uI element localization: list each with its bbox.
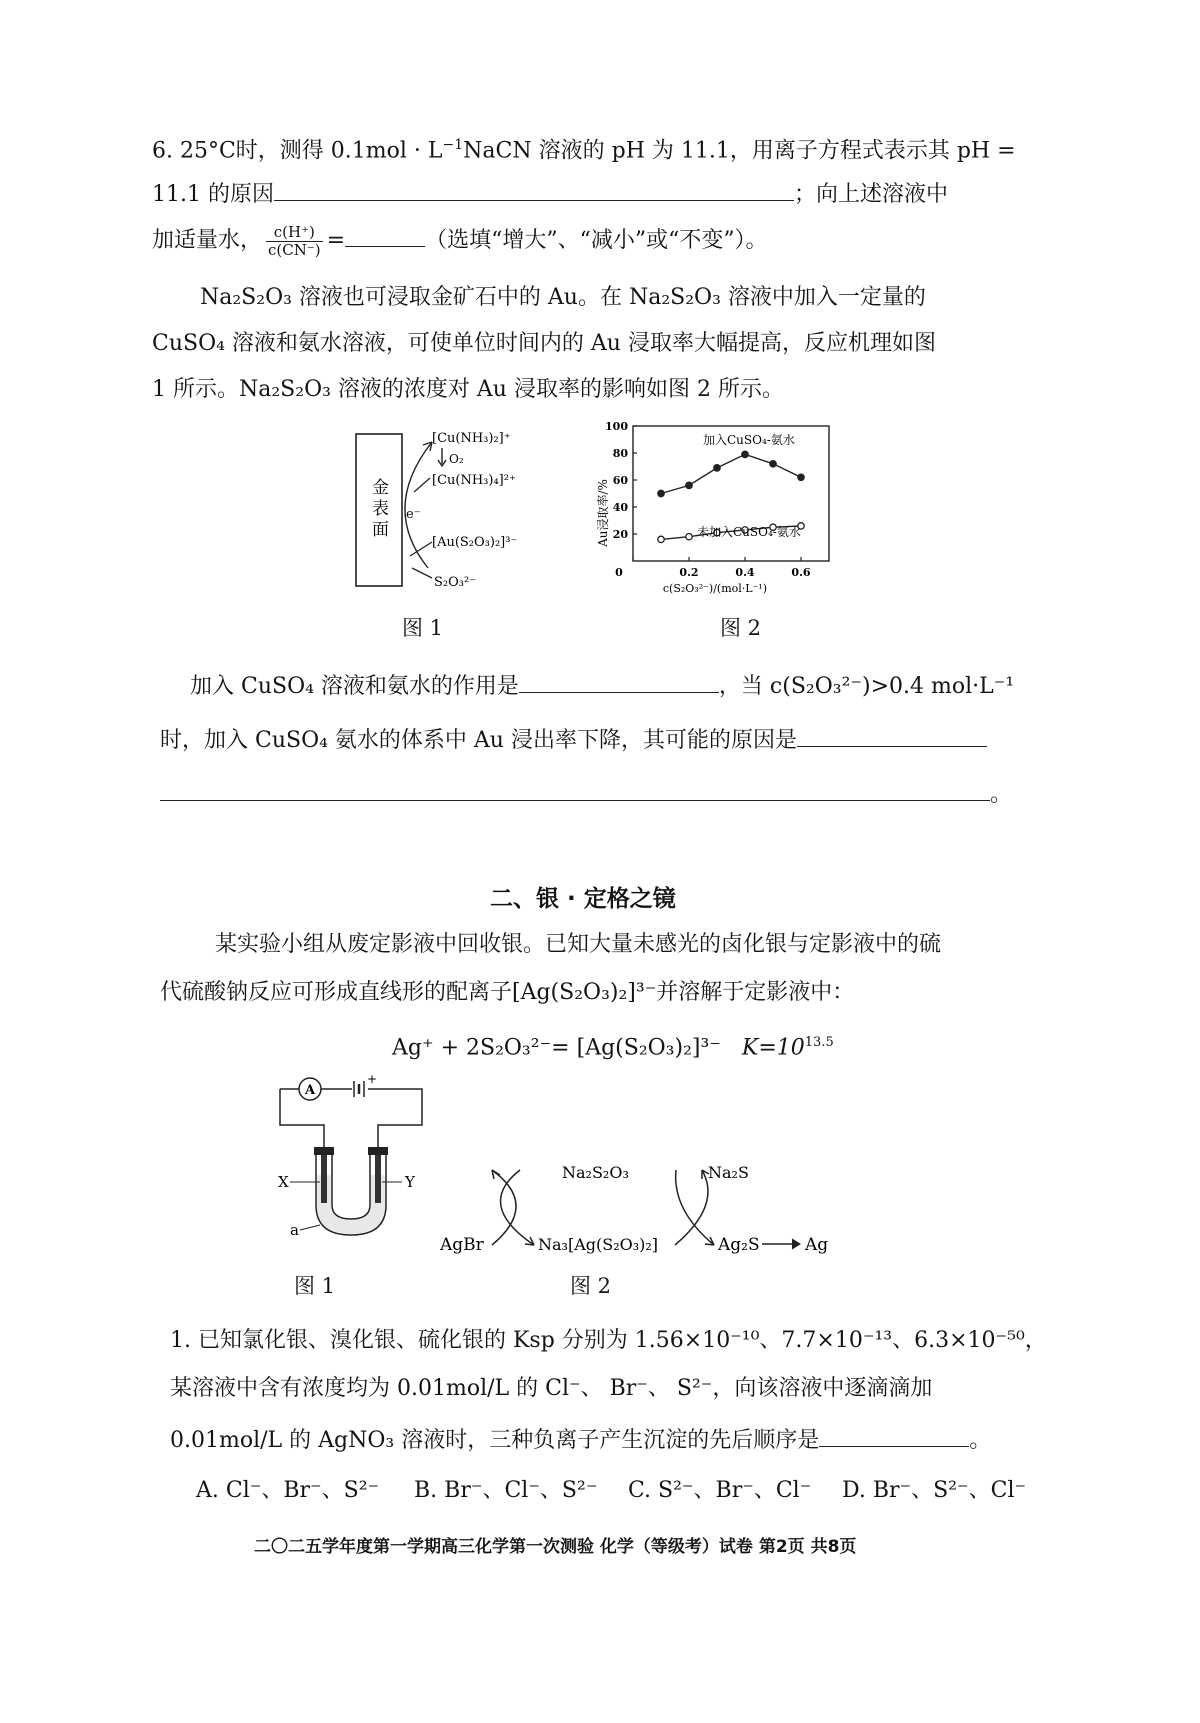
fraction-numerator: c(H⁺) [266,224,323,242]
section2-para-line-1: 某实验小组从废定影液中回收银。已知大量未感光的卤化银与定影液中的硫 [215,932,942,957]
electrode-x [321,1155,327,1203]
q1-option-b[interactable]: B. Br⁻、Cl⁻、S²⁻ [414,1478,598,1503]
ratio-fraction [266,224,323,259]
s2o3-arrow [412,568,432,578]
figure-1-mechanism [340,418,580,598]
q1-option-d[interactable]: D. Br⁻、S²⁻、Cl⁻ [842,1478,1027,1503]
electron-flow-arrow [405,442,432,568]
equilibrium-constant: K=10 [741,1035,805,1061]
x-tick-label-3: 0.6 [791,566,811,579]
q6-text-2b: ；向上述溶液中 [793,182,948,207]
species-ag2s: Ag₂S [718,1235,760,1255]
y-axis-label: Au浸取率/% [596,479,610,547]
cuso4-question-line-2 [160,722,987,756]
arrowhead-left-1 [492,1170,500,1179]
surface-char-1: 金 [372,478,389,498]
q6-answer-blank-1[interactable] [274,176,794,201]
species-au-s2o3: [Au(S₂O₃)₂]³⁻ [432,535,518,550]
series-0-point-5 [798,474,804,480]
electrode-x-label: X [278,1173,289,1191]
o2-label: O₂ [449,452,464,466]
cuso4-answer-blank-3[interactable] [160,776,990,801]
q1-answer-blank[interactable] [819,1422,969,1447]
ammeter-label: A [305,1083,316,1098]
reagent-na2s: Na₂S [708,1163,749,1182]
species-agbr: AgBr [440,1235,484,1255]
electron-label: e⁻ [406,507,421,522]
surface-char-3: 面 [372,520,389,540]
x-axis-label: c(S₂O₃²⁻)/(mol·L⁻¹) [662,582,768,595]
series-0-point-1 [686,482,692,488]
q1-option-c[interactable]: C. S²⁻、Br⁻、Cl⁻ [628,1478,812,1503]
y-tick-label-3: 80 [612,447,628,460]
q6-equals: = [326,228,346,253]
electrolysis-figure-caption: 图 1 [294,1274,336,1298]
species-cu-nh3-2: [Cu(NH₃)₂]⁺ [432,431,511,446]
q6-answer-blank-2[interactable] [345,222,425,247]
species-ag: Ag [805,1235,829,1255]
cuso4-question-line-1 [190,668,1014,702]
cuso4-answer-blank-2[interactable] [797,722,987,747]
q6-line-2 [152,176,948,210]
series-label-1: 未加入CuSO₄-氨水 [697,525,801,539]
cuso4-answer-blank-1[interactable] [519,668,719,693]
q1-period: 。 [969,1428,992,1453]
silver-recovery-flow-figure [440,1150,840,1260]
q6-text-1b: NaCN 溶液的 pH 为 11.1，用离子方程式表示其 pH = [463,138,1016,164]
q6-text-3a: 加适量水， [152,228,263,253]
cuso4-question-line-3 [160,776,1012,810]
species-complex: Na₃[Ag(S₂O₃)₂] [538,1235,659,1254]
q6-line-1 [152,130,1016,166]
figure-1-caption: 图 1 [402,616,444,640]
left-stopper [314,1147,334,1155]
q1-line-1: 1. 已知氯化银、溴化银、硫化银的 Ksp 分别为 1.56×10⁻¹⁰、7.7×10⁻¹³、6.3×10⁻⁵⁰， [170,1328,1047,1353]
cuso4-period: 。 [990,782,1013,807]
x-tick-label-0: 0 [615,566,623,579]
series-0-point-4 [770,461,776,467]
q6-text-1a: 6. 25°C时，测得 0.1mol · L [152,138,443,164]
figure-2-chart [585,418,845,598]
series-1-point-0 [658,536,664,542]
cuso4-text-2a: 时，加入 CuSO₄ 氨水的体系中 Au 浸出率下降，其可能的原因是 [160,728,797,753]
a-pointer [300,1225,320,1230]
cu-arrow [414,478,430,492]
series-0-point-0 [658,490,664,496]
electrode-y [375,1155,381,1203]
constant-exponent: 13.5 [804,1035,834,1050]
series-line-0 [661,454,801,493]
electrode-y-label: Y [405,1173,415,1191]
x-tick-label-1: 0.2 [679,566,699,579]
y-tick-label-2: 60 [612,474,628,487]
q6-text-3c: （选填“增大”、“减小”或“不变”）。 [425,228,768,253]
surface-char-2: 表 [372,499,389,519]
species-s2o3: S₂O₃²⁻ [434,575,477,590]
section-2-title: 二、银 · 定格之镜 [490,886,676,912]
circuit-wires [280,1089,422,1153]
q6-line-3 [152,222,768,259]
q1-line-2: 某溶液中含有浓度均为 0.01mol/L 的 Cl⁻、 Br⁻、 S²⁻，向该溶液中逐滴滴加 [170,1376,933,1401]
series-0-point-3 [742,451,748,457]
arc-left-1 [492,1170,516,1245]
series-label-0: 加入CuSO₄-氨水 [703,433,795,447]
series-1-point-1 [686,534,692,540]
species-cu-nh3-4: [Cu(NH₃)₄]²⁺ [432,473,516,488]
section2-para-line-2: 代硫酸钠反应可形成直线形的配离子[Ag(S₂O₃)₂]³⁻并溶解于定影液中： [160,980,855,1005]
page-footer: 二〇二五学年度第一学期高三化学第一次测验 化学（等级考）试卷 第2页 共8页 [254,1537,857,1557]
equilibrium-equation [392,1028,834,1063]
figure-2-caption: 图 2 [720,616,762,640]
y-tick-label-1: 40 [612,501,628,514]
electrolyte-solution [317,1175,385,1234]
flow-figure-caption: 图 2 [570,1274,612,1298]
plus-sign: + [367,1075,378,1086]
series-0-point-2 [714,465,720,471]
equation-text: Ag⁺ + 2S₂O₃²⁻= [Ag(S₂O₃)₂]³⁻ [392,1035,721,1061]
arc-right-1 [675,1170,708,1245]
right-stopper [368,1147,388,1155]
reagent-na2s2o3: Na₂S₂O₃ [562,1163,629,1182]
solution-a-label: a [290,1221,299,1239]
q1-line-3 [170,1422,991,1456]
cuso4-text-1a: 加入 CuSO₄ 溶液和氨水的作用是 [190,674,519,699]
para1-line-2: CuSO₄ 溶液和氨水溶液，可使单位时间内的 Au 浸取率大幅提高，反应机理如图 [152,331,936,356]
y-tick-label-4: 100 [605,420,628,433]
y-tick-label-0: 20 [612,528,628,541]
q1-text-3: 0.01mol/L 的 AgNO₃ 溶液时，三种负离子产生沉淀的先后顺序是 [170,1428,820,1453]
q6-text-2a: 11.1 的原因 [152,182,274,207]
x-tick-label-2: 0.4 [735,566,755,579]
electrolysis-apparatus-figure [270,1075,440,1245]
arrowhead-to-ag [792,1239,800,1249]
cuso4-text-1b: ，当 c(S₂O₃²⁻)>0.4 mol·L⁻¹ [718,674,1015,699]
fraction-denominator: c(CN⁻) [268,240,321,259]
para1-line-1: Na₂S₂O₃ 溶液也可浸取金矿石中的 Au。在 Na₂S₂O₃ 溶液中加入一定量的 [200,285,926,310]
q6-sup: −1 [442,137,464,153]
para1-line-3: 1 所示。Na₂S₂O₃ 溶液的浓度对 Au 浸取率的影响如图 2 所示。 [152,377,784,402]
q1-option-a[interactable]: A. Cl⁻、Br⁻、S²⁻ [196,1478,380,1503]
